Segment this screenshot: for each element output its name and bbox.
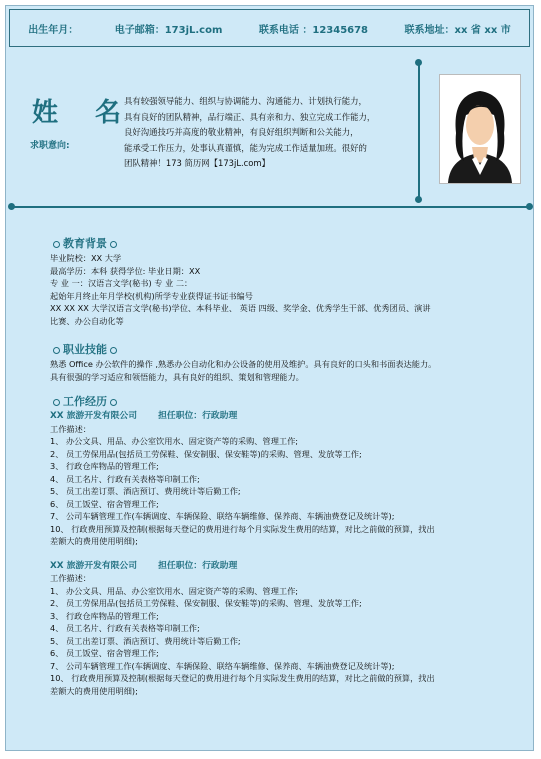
edu-line: 比赛、办公自动化等 xyxy=(50,315,124,326)
job-item: 差额大的费用使用明细); xyxy=(50,685,138,696)
experience-title: 工作经历 xyxy=(50,394,435,410)
job-header xyxy=(50,410,435,423)
circle-bullet-icon xyxy=(53,241,60,248)
candidate-name: 姓 名 xyxy=(32,98,136,128)
avatar-icon xyxy=(440,75,520,183)
job-item: 1、 办公文具、用品、办公室饮用水、固定资产等的采购、管理工作; xyxy=(50,436,299,446)
job-item: 6、 员工饭堂、宿舍管理工作; xyxy=(50,498,159,509)
job-item: 1、 办公文具、用品、办公室饮用水、固定资产等的采购、管理工作; xyxy=(50,585,299,596)
job-desc-label: 工作描述： xyxy=(50,573,91,583)
circle-bullet-icon xyxy=(53,399,60,406)
summary-line: 良好沟通技巧并高度的敬业精神，有良好组织判断和公关能力， xyxy=(124,127,359,138)
portrait-photo xyxy=(439,74,521,184)
skill-line: 具有很强的学习适应和领悟能力，具有良好的组织、策划和管理能力。 xyxy=(50,371,304,382)
experience-section xyxy=(50,394,435,697)
divider-dot xyxy=(415,59,422,66)
circle-bullet-icon xyxy=(110,399,117,406)
summary-line: 具有良好的团队精神，品行端正、具有亲和力、独立完成工作能力， xyxy=(124,111,376,122)
circle-bullet-icon xyxy=(110,241,117,248)
circle-bullet-icon xyxy=(110,347,117,354)
job-item: 5、 员工出差订票、酒店预订、费用统计等后勤工作; xyxy=(50,635,241,646)
skill-line: 熟悉 Office 办公软件的操作 ,熟悉办公自动化和办公设备的使用及维护。具有良好的口头和书面表达能力。 xyxy=(50,359,437,369)
job-item: 5、 员工出差订票、酒店预订、费用统计等后勤工作; xyxy=(50,486,241,496)
job-entry xyxy=(50,410,435,548)
birth-field: 出生年月： xyxy=(28,24,79,36)
edu-line: 毕业院校：XX 大学 xyxy=(50,253,122,263)
education-title: 教育背景 xyxy=(50,236,431,252)
job-role: 担任职位：行政助理 xyxy=(158,411,238,421)
company-name: XX 旅游开发有限公司 xyxy=(50,411,138,421)
job-item: 7、 公司车辆管理工作(车辆调度、车辆保险、联络车辆维修、保养商、车辆油费登记及统计等); xyxy=(50,511,395,521)
summary-line: 具有较强领导能力、组织与协调能力、沟通能力、计划执行能力， xyxy=(124,96,367,106)
divider-horizontal xyxy=(11,206,530,208)
job-entry xyxy=(50,560,435,698)
edu-line: 最高学历：本科 获得学位: 毕业日期：XX xyxy=(50,265,201,276)
job-item: 6、 员工饭堂、宿舍管理工作; xyxy=(50,648,159,658)
job-item: 10、 行政费用预算及控制(根据每天登记的费用进行每个月实际发生费用的结算，对比之前做的预算，找出 xyxy=(50,523,435,534)
company-name: XX 旅游开发有限公司 xyxy=(50,560,138,571)
job-role: 担任职位：行政助理 xyxy=(158,560,238,571)
summary-line: 团队精神！173 简历网【173jL.com】 xyxy=(124,158,270,169)
contact-bar xyxy=(9,9,530,47)
education-section xyxy=(50,236,431,327)
job-item: 10、 行政费用预算及控制(根据每天登记的费用进行每个月实际发生费用的结算，对比之前做的预算，找出 xyxy=(50,673,435,683)
divider-dot xyxy=(8,203,15,210)
edu-line: 起始年月终止年月学校(机构)所学专业获得证书证书编号 xyxy=(50,290,253,301)
self-summary xyxy=(124,94,416,172)
job-intent-label: 求职意向: xyxy=(30,141,70,151)
email-field: 电子邮箱：173jL.com xyxy=(114,24,223,36)
address-field: 联系地址：xx 省 xx 市 xyxy=(404,24,511,36)
skills-title: 职业技能 xyxy=(50,342,436,358)
divider-dot xyxy=(415,196,422,203)
job-item: 2、 员工劳保用品(包括员工劳保鞋、保安制服、保安鞋等)的采购、管理、发放等工作; xyxy=(50,448,362,459)
phone-field: 联系电话 ：12345678 xyxy=(258,24,369,36)
edu-line: 专 业 一：汉语言文学(秘书) 专 业 二： xyxy=(50,278,193,288)
job-item: 4、 员工名片、行政有关表格等印制工作; xyxy=(50,623,200,633)
job-item: 2、 员工劳保用品(包括员工劳保鞋、保安制服、保安鞋等)的采购、管理、发放等工作; xyxy=(50,598,362,608)
job-item: 3、 行政仓库物品的管理工作; xyxy=(50,610,159,621)
circle-bullet-icon xyxy=(53,347,60,354)
job-item: 7、 公司车辆管理工作(车辆调度、车辆保险、联络车辆维修、保养商、车辆油费登记及统计等); xyxy=(50,660,395,671)
job-header xyxy=(50,560,435,573)
edu-line: XX XX XX 大学汉语言文学(秘书)学位、本科毕业、 英语 四级、奖学金、优秀学生干部、优秀团员、演讲 xyxy=(50,303,431,313)
job-item: 差额大的费用使用明细); xyxy=(50,536,138,546)
job-item: 3、 行政仓库物品的管理工作; xyxy=(50,461,159,471)
job-desc-label: 工作描述： xyxy=(50,423,91,434)
divider-vertical xyxy=(418,63,420,200)
divider-dot xyxy=(526,203,533,210)
resume-page xyxy=(5,5,534,751)
summary-line: 能承受工作压力，处事认真谨慎，能为完成工作适量加班。很好的 xyxy=(124,142,367,153)
skills-section xyxy=(50,342,436,383)
job-item: 4、 员工名片、行政有关表格等印制工作; xyxy=(50,473,200,484)
